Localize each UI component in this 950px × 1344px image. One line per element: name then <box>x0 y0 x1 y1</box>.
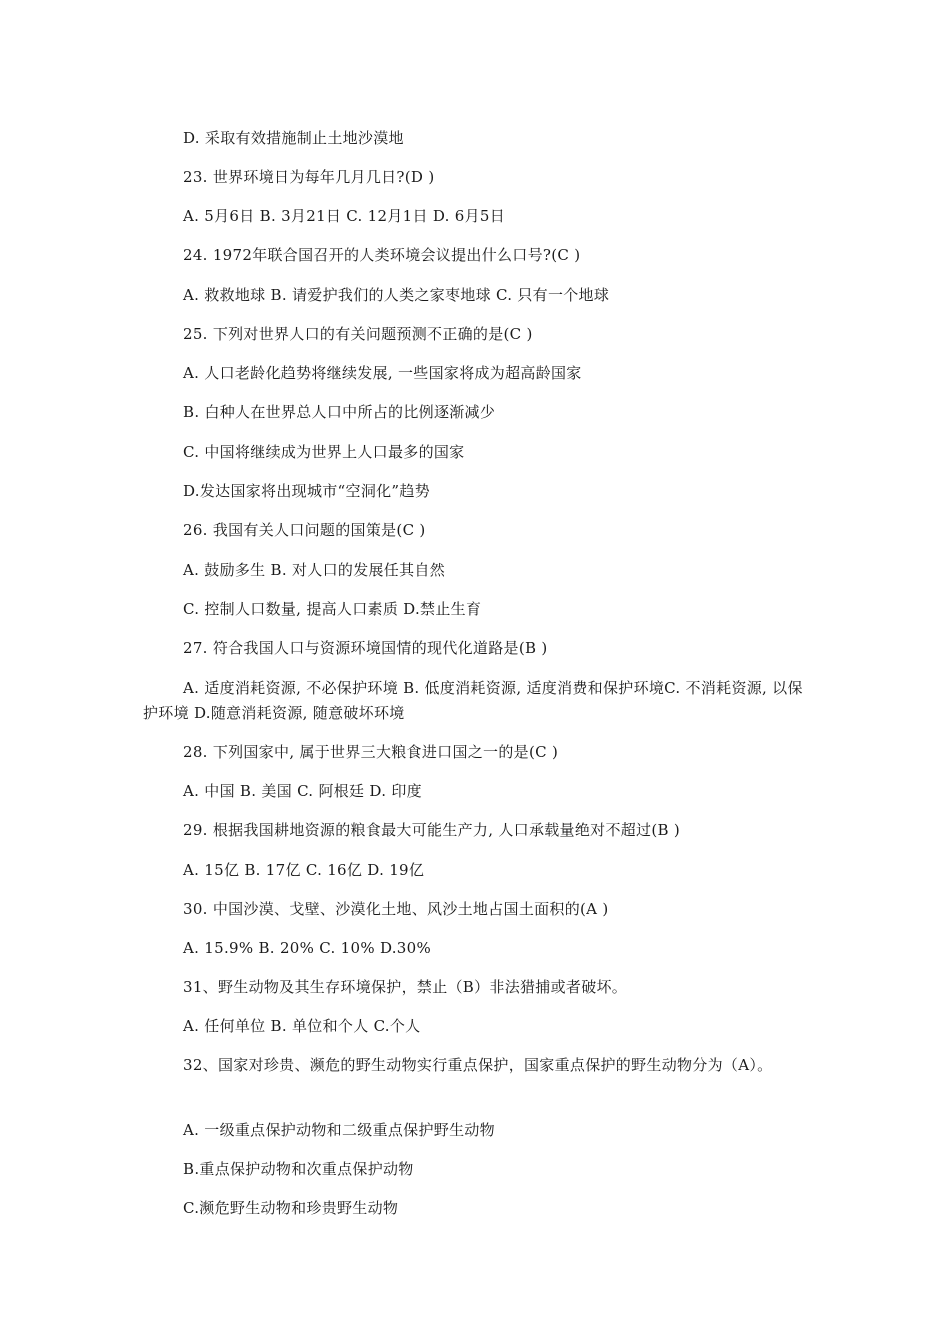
option-25-d: D.发达国家将出现城市“空洞化”趋势 <box>183 482 430 500</box>
question-30: 30. 中国沙漠、戈壁、沙漠化土地、风沙土地占国土面积的(A ) <box>183 900 609 918</box>
question-29: 29. 根据我国耕地资源的粮食最大可能生产力, 人口承载量绝对不超过(B ) <box>183 821 681 839</box>
options-27: A. 适度消耗资源, 不必保护环境 B. 低度消耗资源, 适度消费和保护环境C. 不消耗资源, 以保护环境 D.随意消耗资源, 随意破坏环境 <box>143 679 803 722</box>
question-24: 24. 1972年联合国召开的人类环境会议提出什么口号?(C ) <box>183 246 581 264</box>
option-32-c: C.濒危野生动物和珍贵野生动物 <box>183 1199 399 1217</box>
options-24: A. 救救地球 B. 请爱护我们的人类之家枣地球 C. 只有一个地球 <box>183 286 610 304</box>
question-31: 31、野生动物及其生存环境保护，禁止（B）非法猎捕或者破坏。 <box>183 978 628 996</box>
options-28: A. 中国 B. 美国 C. 阿根廷 D. 印度 <box>183 782 422 800</box>
question-26: 26. 我国有关人口问题的国策是(C ) <box>183 521 426 539</box>
option-32-b: B.重点保护动物和次重点保护动物 <box>183 1160 414 1178</box>
question-32: 32、国家对珍贵、濒危的野生动物实行重点保护，国家重点保护的野生动物分为（A）。 <box>183 1056 773 1074</box>
option-32-a: A. 一级重点保护动物和二级重点保护野生动物 <box>183 1121 495 1139</box>
option-25-c: C. 中国将继续成为世界上人口最多的国家 <box>183 443 465 461</box>
question-28: 28. 下列国家中, 属于世界三大粮食进口国之一的是(C ) <box>183 743 559 761</box>
question-23: 23. 世界环境日为每年几月几日?(D ) <box>183 168 435 186</box>
question-25: 25. 下列对世界人口的有关问题预测不正确的是(C ) <box>183 325 533 343</box>
options-30: A. 15.9% B. 20% C. 10% D.30% <box>183 939 432 957</box>
options-29: A. 15亿 B. 17亿 C. 16亿 D. 19亿 <box>183 861 425 879</box>
options-26-cd: C. 控制人口数量, 提高人口素质 D.禁止生育 <box>183 600 482 618</box>
options-23: A. 5月6日 B. 3月21日 C. 12月1日 D. 6月5日 <box>183 207 506 225</box>
option-25-a: A. 人口老龄化趋势将继续发展, 一些国家将成为超高龄国家 <box>183 364 582 382</box>
option-line: D. 采取有效措施制止土地沙漠地 <box>183 129 404 147</box>
options-31: A. 任何单位 B. 单位和个人 C.个人 <box>183 1017 421 1035</box>
question-27: 27. 符合我国人口与资源环境国情的现代化道路是(B ) <box>183 639 548 657</box>
options-26-ab: A. 鼓励多生 B. 对人口的发展任其自然 <box>183 561 445 579</box>
option-25-b: B. 白种人在世界总人口中所占的比例逐渐减少 <box>183 403 496 421</box>
